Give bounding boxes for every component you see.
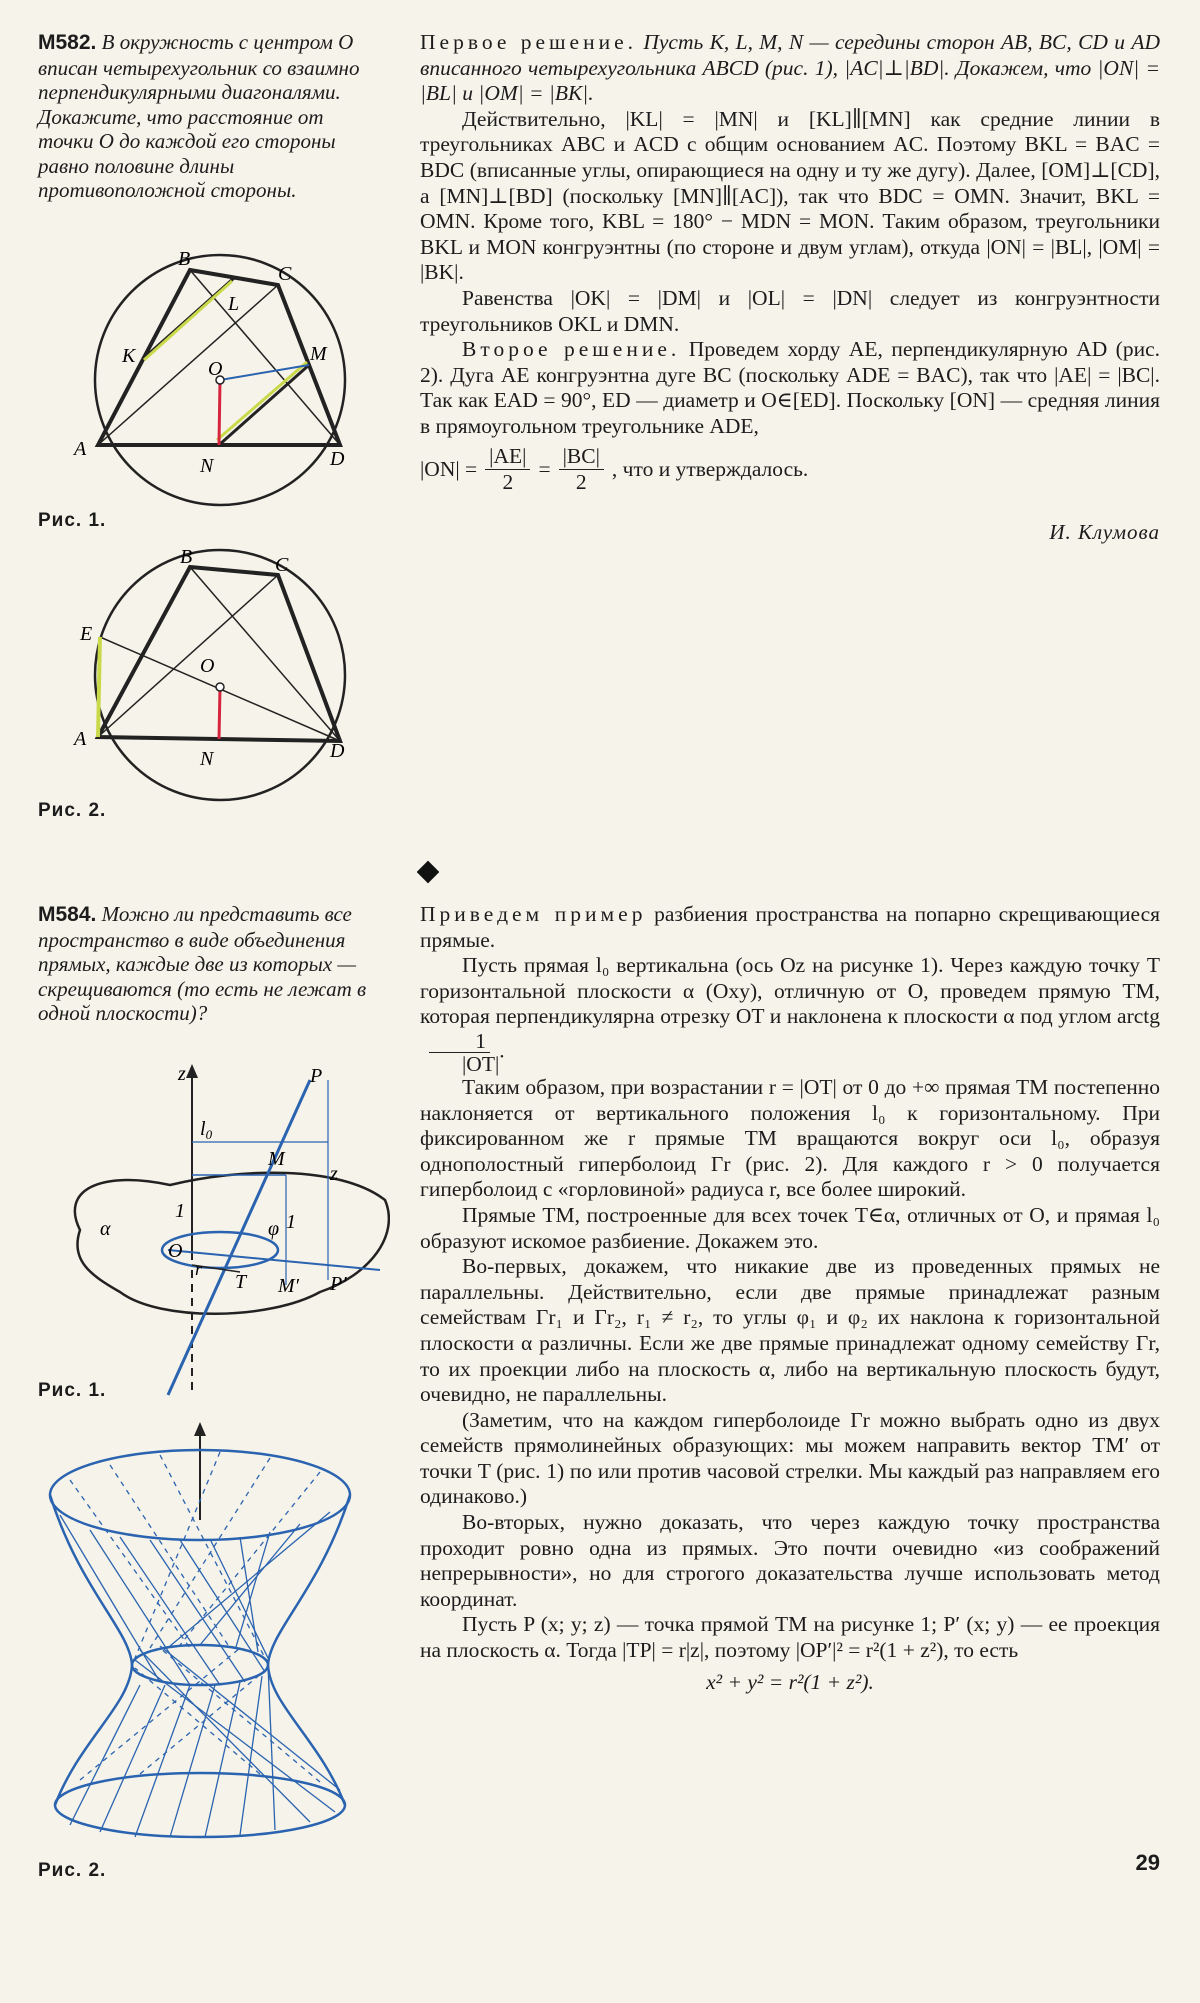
m582-number: M582. xyxy=(38,31,97,54)
svg-text:M′: M′ xyxy=(278,1275,300,1297)
arctg-fraction xyxy=(420,1030,499,1075)
m584-final-formula: x² + y² = r²(1 + z²). xyxy=(706,1669,874,1694)
m582-p1-text: Пусть K, L, M, N — середины сторон AB, BC, CD и AD вписанного четырехугольника ABCD (рис. 1), |AC|⊥|BD|. Докажем, что |ON| = |BL| и |OM| = |BK|. xyxy=(420,30,1160,106)
svg-text:C: C xyxy=(275,554,289,576)
m582-p1 xyxy=(420,30,1160,107)
svg-text:A: A xyxy=(74,438,87,460)
m584-number: M584. xyxy=(38,903,97,926)
fraction-bc xyxy=(559,444,604,496)
m584-p5: Во-первых, докажем, что никакие две из проведенных прямых не параллельны. Действительно, если две прямые принадлежат разным семействам Γr₁ и Γr₂, r₁ ≠ r₂, то углы φ₁ и φ₂ их наклона к горизонтальной плоскости α различны. Если же две прямые принадлежат одному семейству Γr, то их проекции либо на плоскость α, либо на вертикальную плоскость будут, очевидно, не параллельны. xyxy=(420,1254,1160,1407)
m584-p3: Таким образом, при возрастании r = |OT| от 0 до +∞ прямая TM постепенно наклоняется от вертикального положения l₀ к горизонтальному. При фиксированном же r прямые TM вращаются вокруг оси l₀, образуя однополостный гиперболоид Γr (рис. 2). Для каждого r > 0 получается гиперболоид с «горловиной» радиуса r, все более широкий. xyxy=(420,1074,1160,1202)
svg-text:O: O xyxy=(208,358,223,380)
frac1-den: 2 xyxy=(502,470,514,495)
m582-p2: Действительно, |KL| = |MN| и [KL]∥[MN] как средние линии в треугольниках ABC и ACD с общим основанием AC. Поэтому BKL = BAC = BDC (вписанные углы, опирающиеся на одну и ту же дугу). Далее, [OM]⊥[CD], а [MN]⊥[BD] (поскольку [MN]∥[AC]), так что BDC = OMN. Значит, BKL = OMN. Кроме того, KBL = 180° − MDN = MON. Таким образом, треугольники BKL и MON конгруэнтны (по стороне и двум углам), откуда |ON| = |BL|, |OM| = |BK|. xyxy=(420,106,1160,285)
m582-problem-text: В окружность с центром O вписан четырехугольник со взаимно перпендикулярными диагоналями. Докажите, что расстояние от точки O до каждой его стороны равно половине длины противоположной стороны. xyxy=(38,30,360,202)
svg-text:M: M xyxy=(310,343,327,365)
svg-text:E: E xyxy=(80,623,93,645)
m584-p6: (Заметим, что на каждом гиперболоиде Γr можно выбрать одно из двух семейств прямолинейных образующих: мы можем направить вектор TM′ от точки T (рис. 1) по или против часовой стрелки. Мы каждый раз направляем его одинаково.) xyxy=(420,1407,1160,1509)
svg-text:1: 1 xyxy=(175,1200,185,1222)
svg-text:z: z xyxy=(178,1063,186,1085)
m582-fig1-caption: Рис. 1. xyxy=(38,510,107,531)
svg-text:B: B xyxy=(178,250,191,270)
example-spaced: Приведем пример xyxy=(420,902,647,926)
formula-tail: , что и утверждалось. xyxy=(611,456,809,481)
svg-text:α: α xyxy=(100,1218,111,1240)
m584-p4: Прямые TM, построенные для всех точек T∈α, отличных от O, и прямая l₀ образуют искомое разбиение. Докажем это. xyxy=(420,1202,1160,1253)
second-solution-heading: Второе решение. xyxy=(462,337,681,362)
svg-text:φ: φ xyxy=(268,1218,280,1240)
svg-text:1: 1 xyxy=(286,1211,296,1233)
m582-problem xyxy=(38,30,383,203)
m584-p1-lead xyxy=(420,902,654,926)
m584-figure-1 xyxy=(40,1060,390,1400)
svg-text:N: N xyxy=(200,748,214,770)
svg-text:l0: $l_0$ xyxy=(200,1118,213,1142)
m582-p4-text: Проведем хорду AE, перпендикулярную AD (рис. 2). Дуга AE конгруэнтна дуге BC (поскольку ADE = BAC), так что |AE| = |BC|. Так как EAD = 90°, ED — диаметр и O∈[ED]. Поскольку [ON] — средняя линия в прямоугольном треугольнике ADE, xyxy=(420,337,1161,438)
m584-p2 xyxy=(420,953,1160,1075)
m582-p3: Равенства |OK| = |DM| и |OL| = |DN| следует из конгруэнтности треугольников OKL и DMN. xyxy=(420,285,1160,336)
svg-text:O: O xyxy=(200,655,215,677)
svg-text:L: L xyxy=(228,293,240,315)
svg-text:C: C xyxy=(278,263,292,285)
m582-p4 xyxy=(420,337,1160,439)
fraction-ae xyxy=(485,444,530,496)
m584-p7: Во-вторых, нужно доказать, что через каждую точку пространства проходит ровно одна из прямых. Это почти очевидно «из соображений непрерывности», но для строгого доказательства лучше использовать метод координат. xyxy=(420,1510,1160,1611)
svg-text:r: r xyxy=(195,1259,203,1279)
frac1-num: |AE| xyxy=(485,444,530,471)
m582-figure-1 xyxy=(60,250,360,520)
svg-text:K: K xyxy=(122,345,136,367)
svg-text:N: N xyxy=(200,455,214,477)
m582-formula: |ON| = $\frac{|AE|}{2}$ = $\frac{|BC|}{2}$ , что и утверждалось. xyxy=(420,443,809,495)
m584-p2-text: Пусть прямая l₀ вертикальна (ось Oz на рисунке 1). Через каждую точку T горизонтальной плоскости α (Oxy), отличную от O, проведем прямую TM, которая перпендикулярна отрезку OT и наклонена к плоскости α под углом xyxy=(420,953,1160,1029)
svg-text:M: M xyxy=(268,1148,285,1170)
svg-text:A: A xyxy=(74,728,87,750)
svg-text:O: O xyxy=(168,1240,183,1262)
m584-fig2-caption: Рис. 2. xyxy=(38,1860,107,1881)
svg-text:B: B xyxy=(180,546,193,568)
frac2-num: |BC| xyxy=(559,444,604,471)
svg-text:z: z xyxy=(330,1163,338,1185)
m584-problem-text: Можно ли представить все пространство в виде объединения прямых, каждые две из которых — скрещиваются (то есть не лежат в одной плоскости)? xyxy=(38,902,367,1025)
author: И. Клумова xyxy=(1049,519,1160,544)
svg-text:T: T xyxy=(235,1271,247,1293)
page-number: 29 xyxy=(1135,1850,1160,1875)
frac2-den: 2 xyxy=(575,470,587,495)
m584-p1-text: разбиения пространства на попарно скрещивающиеся прямые. xyxy=(420,902,1161,952)
m584-fig1-caption: Рис. 1. xyxy=(38,1380,107,1401)
m582-figure-2 xyxy=(60,545,360,805)
svg-text:P: P xyxy=(310,1065,323,1087)
m584-figure-2 xyxy=(40,1420,400,1840)
arctg-num: 1 xyxy=(429,1030,490,1053)
section-divider-diamond xyxy=(417,861,440,884)
m582-solution xyxy=(420,30,1160,545)
arctg-den: |OT| xyxy=(462,1051,500,1076)
svg-text:P′: P′ xyxy=(330,1273,347,1295)
formula-lhs: |ON| = xyxy=(420,456,478,481)
svg-text:D: D xyxy=(330,740,345,762)
svg-text:D: D xyxy=(330,448,345,470)
m584-p1 xyxy=(420,902,1160,953)
m582-fig2-caption: Рис. 2. xyxy=(38,800,107,821)
m584-problem xyxy=(38,902,388,1026)
p2-end: . xyxy=(499,1038,505,1063)
first-solution-heading: Первое решение. xyxy=(420,30,638,54)
m584-p8: Пусть P (x; y; z) — точка прямой TM на рисунке 1; P′ (x; y) — ее проекция на плоскость α. Тогда |TP| = r|z|, поэтому |OP′|² = r²(1 + z²), то есть xyxy=(420,1612,1160,1663)
m584-solution xyxy=(420,902,1160,1695)
arctg: arctg xyxy=(1117,1004,1160,1029)
